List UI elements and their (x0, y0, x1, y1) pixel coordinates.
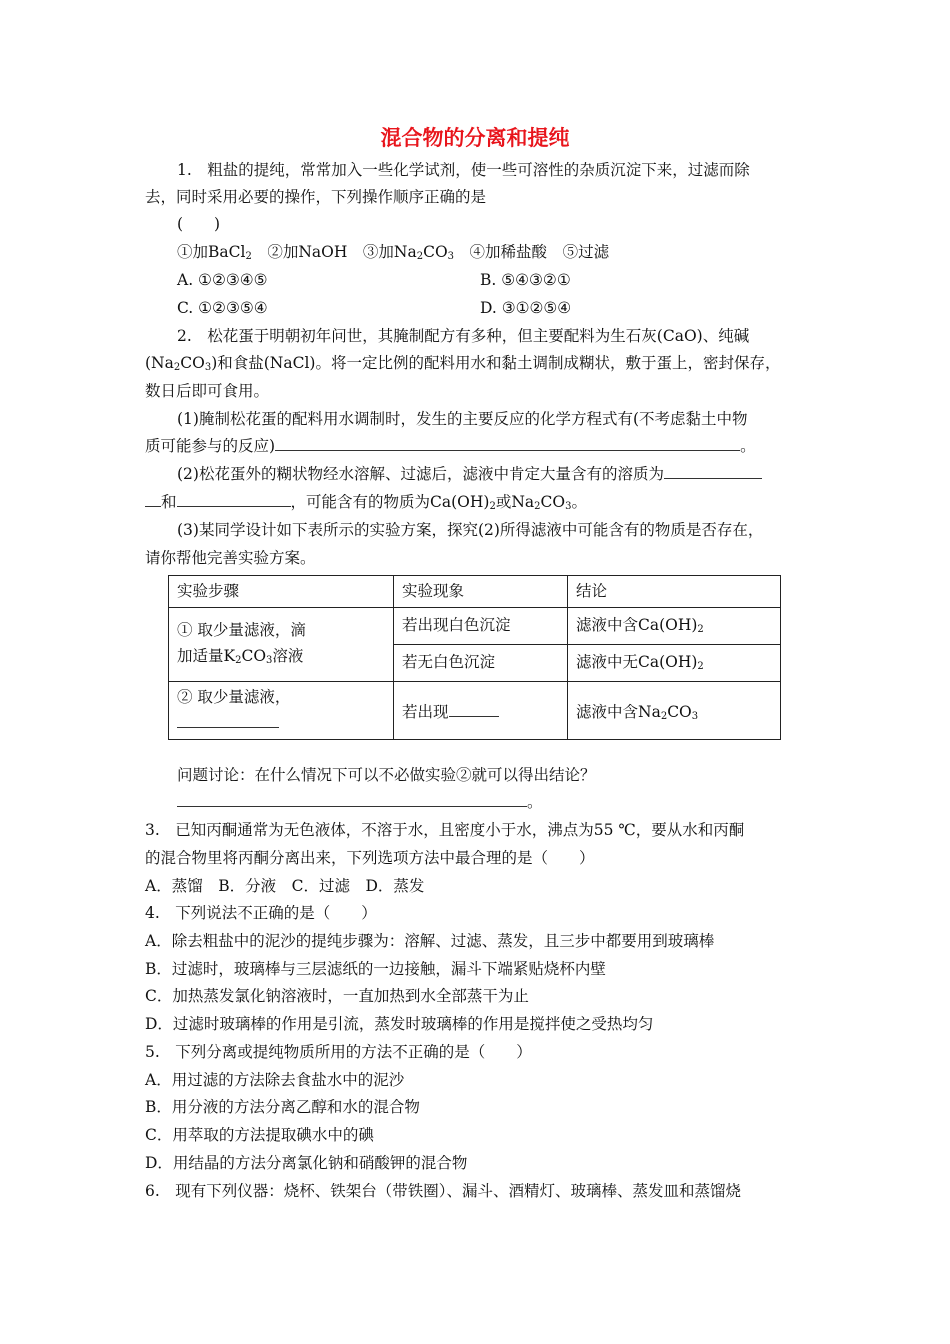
q4-stem: 4. 下列说法不正确的是（ ） (145, 904, 377, 922)
table-header: 实验步骤 (169, 576, 394, 608)
q3-choices: A．蒸馏 B．分液 C．过滤 D．蒸发 (145, 877, 425, 895)
q2-discussion-answer: 。 (177, 792, 543, 812)
table-header: 结论 (568, 576, 781, 608)
step1-line2: 加适量$K_2CO_3$溶液 (177, 647, 304, 666)
q2-part1-line1: (1)腌制松花蛋的配料用水调制时，发生的主要反应的化学方程式有(不考虑黏土中物 (177, 410, 748, 428)
q2-stem-line1: 2. 松花蛋于明朝初年问世，其腌制配方有多种，但主要配料为生石灰(CaO)、纯碱 (177, 327, 750, 345)
q1-answer-paren: ( ) (177, 215, 221, 233)
answer-blank[interactable] (449, 702, 499, 717)
q5-choice-c: C．用萃取的方法提取碘水中的碘 (145, 1126, 374, 1144)
table-cell-obs1: 若出现白色沉淀 (394, 608, 568, 645)
q2-part2-line2: 和 ，可能含有的物质为$Ca(OH)_2$或$Na_2CO_3$。 (145, 492, 587, 512)
page-title: 混合物的分离和提纯 (380, 126, 570, 150)
q2-stem-line2: $(Na_2CO_3)$和食盐(NaCl)。将一定比例的配料用水和黏土调制成糊状，敷于蛋上，密封保存， (145, 354, 781, 373)
q6-stem-line1: 6. 现有下列仪器：烧杯、铁架台（带铁圈）、漏斗、酒精灯、玻璃棒、蒸发皿和蒸馏烧 (145, 1182, 742, 1200)
q1-stem-line1: 1. 粗盐的提纯，常常加入一些化学试剂，使一些可溶性的杂质沉淀下来，过滤而除 (177, 161, 750, 179)
answer-blank[interactable] (145, 492, 161, 507)
q2-discussion: 问题讨论：在什么情况下可以不必做实验②就可以得出结论？ (177, 766, 596, 784)
q1-choice-c: C. ①②③⑤④ (177, 299, 268, 317)
table-cell-step2: ② 取少量滤液， (169, 682, 394, 740)
q2-part2-line1: (2)松花蛋外的糊状物经水溶解、过滤后，滤液中肯定大量含有的溶质为 (177, 464, 762, 484)
q4-choice-b: B．过滤时，玻璃棒与三层滤纸的一边接触，漏斗下端紧贴烧杯内壁 (145, 960, 606, 978)
table-header: 实验现象 (394, 576, 568, 608)
table-cell-con2: 滤液中无$Ca(OH)_2$ (568, 645, 781, 682)
q1-choice-b: B. ⑤④③②① (480, 271, 571, 289)
q4-choice-a: A．除去粗盐中的泥沙的提纯步骤为：溶解、过滤、蒸发，且三步中都要用到玻璃棒 (145, 932, 715, 950)
q2-stem-line3: 数日后即可食用。 (145, 382, 270, 400)
q2-part3-line2: 请你帮他完善实验方案。 (145, 549, 316, 567)
q1-stem-line2: 去，同时采用必要的操作，下列操作顺序正确的是 (145, 188, 487, 206)
answer-blank[interactable] (177, 492, 291, 507)
table-cell-step1: ① 取少量滤液，滴 加适量$K_2CO_3$溶液 (169, 608, 394, 682)
answer-blank[interactable] (664, 464, 762, 479)
answer-blank[interactable] (177, 713, 279, 728)
q4-choice-d: D．过滤时玻璃棒的作用是引流，蒸发时玻璃棒的作用是搅拌使之受热均匀 (145, 1015, 654, 1033)
answer-blank[interactable] (275, 436, 740, 451)
q5-stem: 5. 下列分离或提纯物质所用的方法不正确的是（ ） (145, 1043, 532, 1061)
table-cell-obs2: 若无白色沉淀 (394, 645, 568, 682)
q2-part1-line2: 质可能参与的反应) 。 (145, 437, 756, 455)
q3-stem-line1: 3. 已知丙酮通常为无色液体，不溶于水，且密度小于水，沸点为55 ℃，要从水和丙酮 (145, 821, 745, 839)
q5-choice-a: A．用过滤的方法除去食盐水中的泥沙 (145, 1071, 405, 1089)
experiment-table (168, 575, 781, 740)
table-cell-obs3: 若出现 (394, 682, 568, 740)
q1-choice-a: A. ①②③④⑤ (177, 271, 268, 289)
q3-stem-line2: 的混合物里将丙酮分离出来，下列选项方法中最合理的是（ ） (145, 849, 595, 867)
table-cell-con3: 滤液中含$Na_2CO_3$ (568, 682, 781, 740)
q1-choice-d: D. ③①②⑤④ (480, 299, 572, 317)
q5-choice-b: B．用分液的方法分离乙醇和水的混合物 (145, 1098, 420, 1116)
q2-part3-line1: (3)某同学设计如下表所示的实验方案，探究(2)所得滤液中可能含有的物质是否存在， (177, 521, 764, 539)
table-cell-con1: 滤液中含$Ca(OH)_2$ (568, 608, 781, 645)
q1-operations: ①加BaCl$_2$ ②加NaOH ③加$Na_2CO_3$ ④加稀盐酸 ⑤过滤 (177, 243, 610, 262)
q4-choice-c: C．加热蒸发氯化钠溶液时，一直加热到水全部蒸干为止 (145, 987, 529, 1005)
q5-choice-d: D．用结晶的方法分离氯化钠和硝酸钾的混合物 (145, 1154, 468, 1172)
answer-blank[interactable] (177, 792, 527, 807)
